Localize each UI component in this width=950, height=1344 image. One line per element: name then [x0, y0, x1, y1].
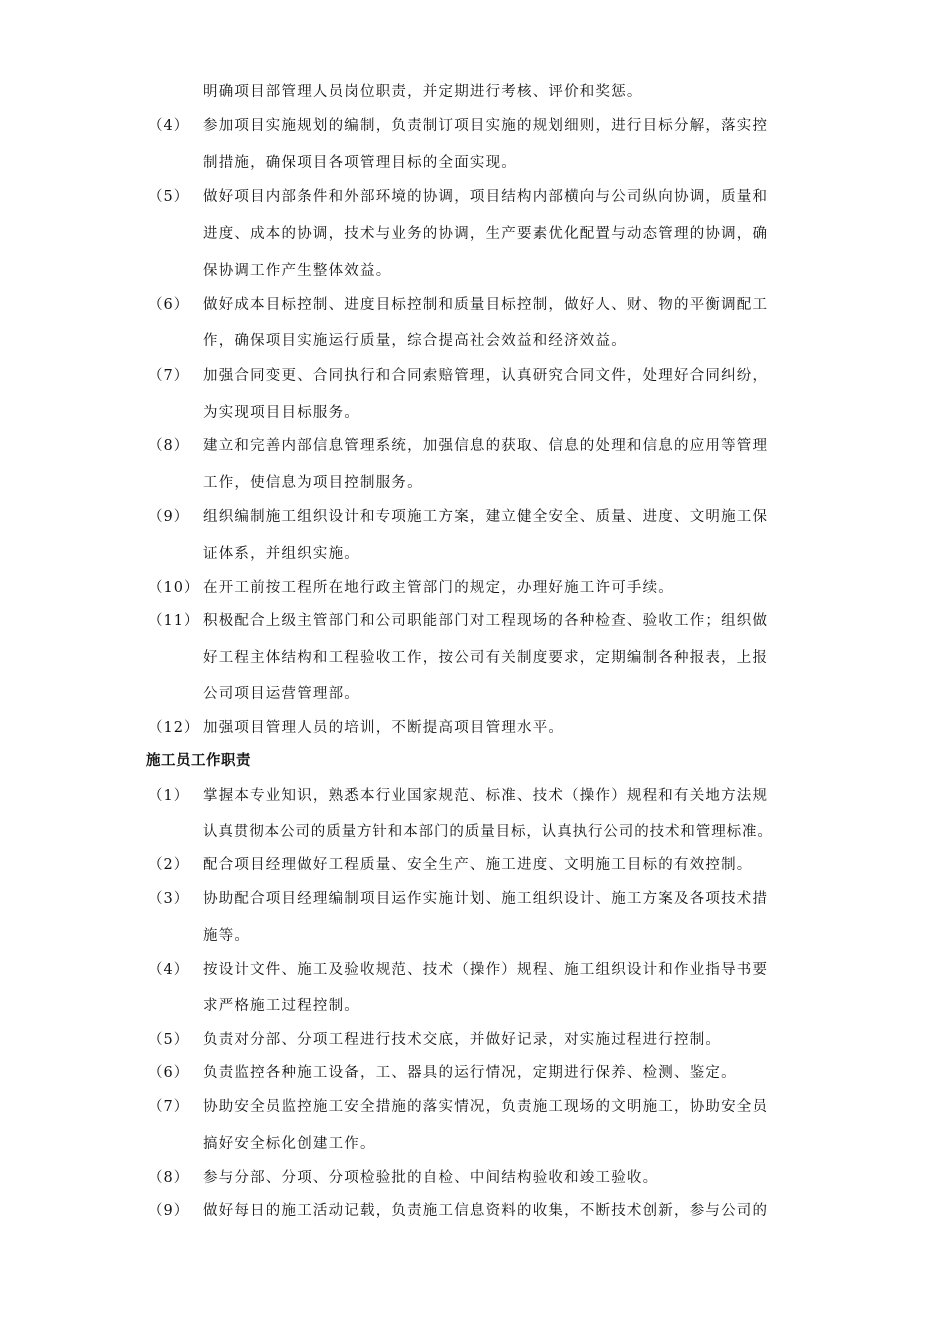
duty-line: 为实现项目目标服务。: [203, 405, 360, 421]
item-number: （8）: [148, 1170, 190, 1186]
duty-line: 做好每日的施工活动记载，负责施工信息资料的收集，不断技术创新，参与公司的: [203, 1203, 769, 1219]
duty-line: 按设计文件、施工及验收规范、技术（操作）规程、施工组织设计和作业指导书要: [203, 962, 769, 978]
duty-line: 参加项目实施规划的编制，负责制订项目实施的规划细则，进行目标分解，落实控: [203, 118, 769, 134]
duty-line: 做好成本目标控制、进度目标控制和质量目标控制，做好人、财、物的平衡调配工: [203, 297, 769, 313]
duty-line: 明确项目部管理人员岗位职责，并定期进行考核、评价和奖惩。: [203, 84, 643, 100]
duty-line: 掌握本专业知识，熟悉本行业国家规范、标准、技术（操作）规程和有关地方法规: [203, 788, 769, 804]
item-number: （5）: [148, 1032, 190, 1048]
duty-line: 负责对分部、分项工程进行技术交底，并做好记录，对实施过程进行控制。: [203, 1032, 722, 1048]
duty-line: 做好项目内部条件和外部环境的协调，项目结构内部横向与公司纵向协调，质量和: [203, 189, 769, 205]
duty-line: 建立和完善内部信息管理系统，加强信息的获取、信息的处理和信息的应用等管理: [203, 438, 769, 454]
item-number: （5）: [148, 189, 190, 205]
duty-line: 好工程主体结构和工程验收工作，按公司有关制度要求，定期编制各种报表，上报: [203, 650, 769, 666]
item-number: （4）: [148, 118, 190, 134]
item-number: （12）: [148, 720, 200, 736]
duty-line: 在开工前按工程所在地行政主管部门的规定，办理好施工许可手续。: [203, 580, 674, 596]
duty-line: 认真贯彻本公司的质量方针和本部门的质量目标，认真执行公司的技术和管理标准。: [203, 824, 773, 840]
item-number: （6）: [148, 297, 190, 313]
duty-line: 作，确保项目实施运行质量，综合提高社会效益和经济效益。: [203, 333, 627, 349]
item-number: （7）: [148, 1099, 190, 1115]
duty-line: 协助安全员监控施工安全措施的落实情况，负责施工现场的文明施工，协助安全员: [203, 1099, 769, 1115]
duty-line: 工作，使信息为项目控制服务。: [203, 475, 423, 491]
duty-line: 积极配合上级主管部门和公司职能部门对工程现场的各种检查、验收工作；组织做: [203, 613, 769, 629]
duty-line: 配合项目经理做好工程质量、安全生产、施工进度、文明施工目标的有效控制。: [203, 857, 753, 873]
item-number: （11）: [148, 613, 200, 629]
duty-line: 组织编制施工组织设计和专项施工方案，建立健全安全、质量、进度、文明施工保: [203, 509, 769, 525]
item-number: （9）: [148, 509, 190, 525]
duty-line: 搞好安全标化创建工作。: [203, 1136, 376, 1152]
item-number: （3）: [148, 891, 190, 907]
duty-line: 进度、成本的协调，技术与业务的协调，生产要素优化配置与动态管理的协调，确: [203, 226, 769, 242]
duty-line: 制措施，确保项目各项管理目标的全面实现。: [203, 155, 517, 171]
section-heading: 施工员工作职责: [146, 752, 251, 769]
duty-line: 施等。: [203, 928, 251, 944]
duty-line: 保协调工作产生整体效益。: [203, 263, 392, 279]
duty-line: 求严格施工过程控制。: [203, 998, 360, 1014]
duty-line: 协助配合项目经理编制项目运作实施计划、施工组织设计、施工方案及各项技术措: [203, 891, 769, 907]
duty-line: 参与分部、分项、分项检验批的自检、中间结构验收和竣工验收。: [203, 1170, 659, 1186]
item-number: （10）: [148, 580, 200, 596]
duty-line: 负责监控各种施工设备，工、器具的运行情况，定期进行保养、检测、鉴定。: [203, 1065, 737, 1081]
item-number: （6）: [148, 1065, 190, 1081]
item-number: （7）: [148, 368, 190, 384]
duty-line: 加强项目管理人员的培训，不断提高项目管理水平。: [203, 720, 565, 736]
duty-line: 公司项目运营管理部。: [203, 686, 360, 702]
duty-line: 证体系，并组织实施。: [203, 546, 360, 562]
item-number: （1）: [148, 788, 190, 804]
item-number: （2）: [148, 857, 190, 873]
item-number: （8）: [148, 438, 190, 454]
item-number: （4）: [148, 962, 190, 978]
item-number: （9）: [148, 1203, 190, 1219]
duty-line: 加强合同变更、合同执行和合同索赔管理，认真研究合同文件，处理好合同纠纷，: [203, 368, 769, 384]
